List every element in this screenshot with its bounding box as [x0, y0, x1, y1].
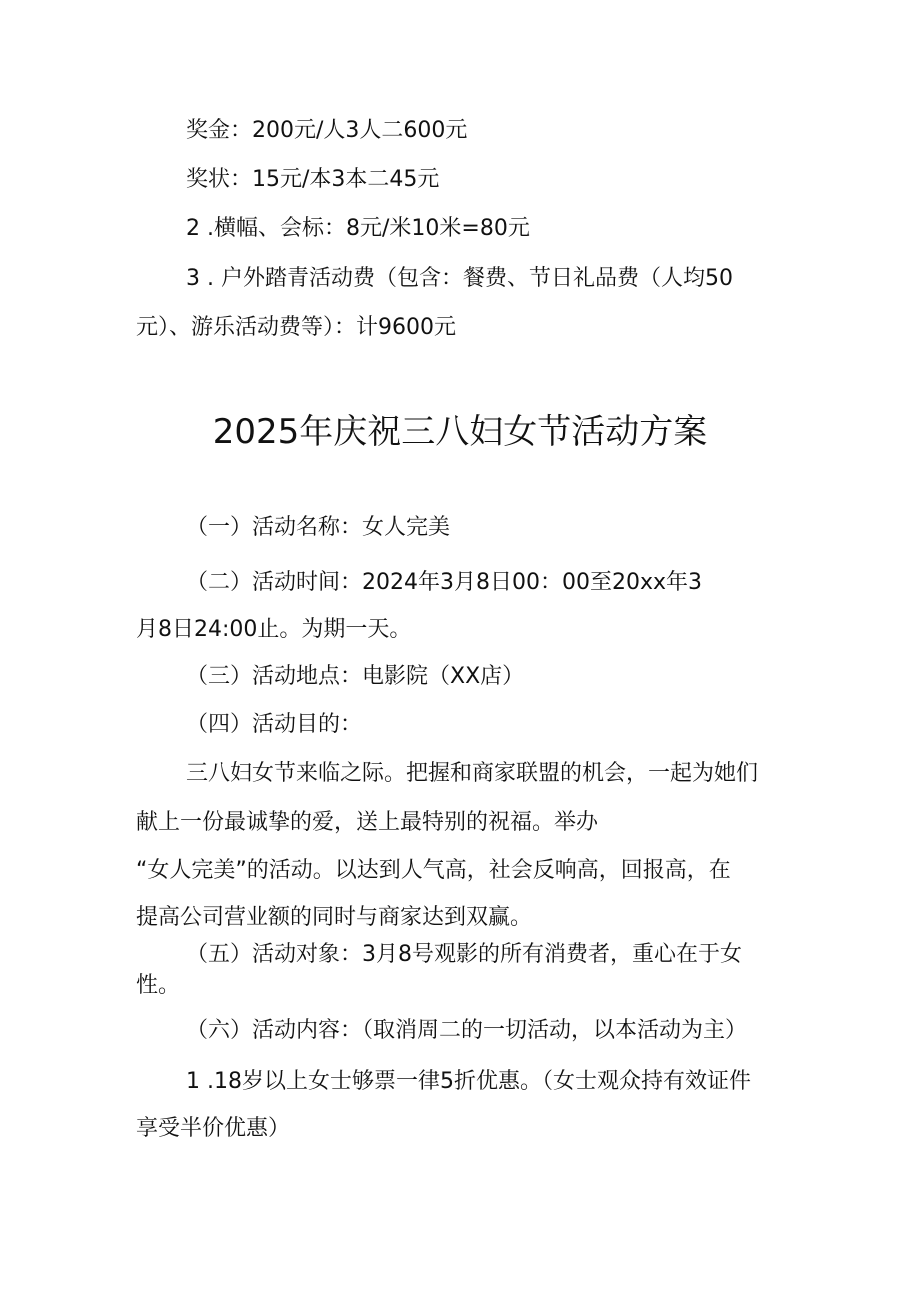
banner-line: 2 .横幅、会标：8元/米10米=80元: [186, 216, 530, 241]
outing-fee-continuation: 元）、游乐活动费等）：计9600元: [136, 315, 456, 340]
activity-content-heading: （六）活动内容：（取消周二的一切活动，以本活动为主）: [186, 1018, 748, 1043]
purpose-paragraph-line4: 提高公司营业额的同时与商家达到双赢。: [136, 905, 533, 930]
activity-name: （一）活动名称：女人完美: [186, 515, 451, 540]
content-item1-line2: 享受半价优惠）: [136, 1116, 291, 1141]
document-title: 2025年庆祝三八妇女节活动方案: [212, 412, 708, 452]
activity-target-line2: 性。: [136, 973, 181, 998]
purpose-paragraph-line2: 献上一份最诚挚的爱，送上最特别的祝福。举办: [136, 810, 599, 835]
purpose-paragraph-line3: “女人完美”的活动。以达到人气高，社会反响高，回报高，在: [136, 858, 731, 883]
activity-target-line1: （五）活动对象：3月8号观影的所有消费者，重心在于女: [186, 942, 742, 967]
certificate-line: 奖状：15元/本3本二45元: [186, 167, 440, 192]
activity-time-line2: 月8日24:00止。为期一天。: [136, 617, 412, 642]
activity-place: （三）活动地点：电影院（XX店）: [186, 664, 525, 689]
outing-fee-line: 3 . 户外踏青活动费（包含：餐费、节日礼品费（人均50: [186, 266, 733, 291]
bonus-line: 奖金：200元/人3人二600元: [186, 118, 468, 143]
content-item1-line1: 1 .18岁以上女士够票一律5折优惠。（女士观众持有效证件: [186, 1069, 751, 1094]
activity-purpose-heading: （四）活动目的：: [186, 712, 363, 737]
activity-time-line1: （二）活动时间：2024年3月8日00：00至20xx年3: [186, 570, 703, 595]
purpose-paragraph-line1: 三八妇女节来临之际。把握和商家联盟的机会，一起为她们: [186, 761, 759, 786]
